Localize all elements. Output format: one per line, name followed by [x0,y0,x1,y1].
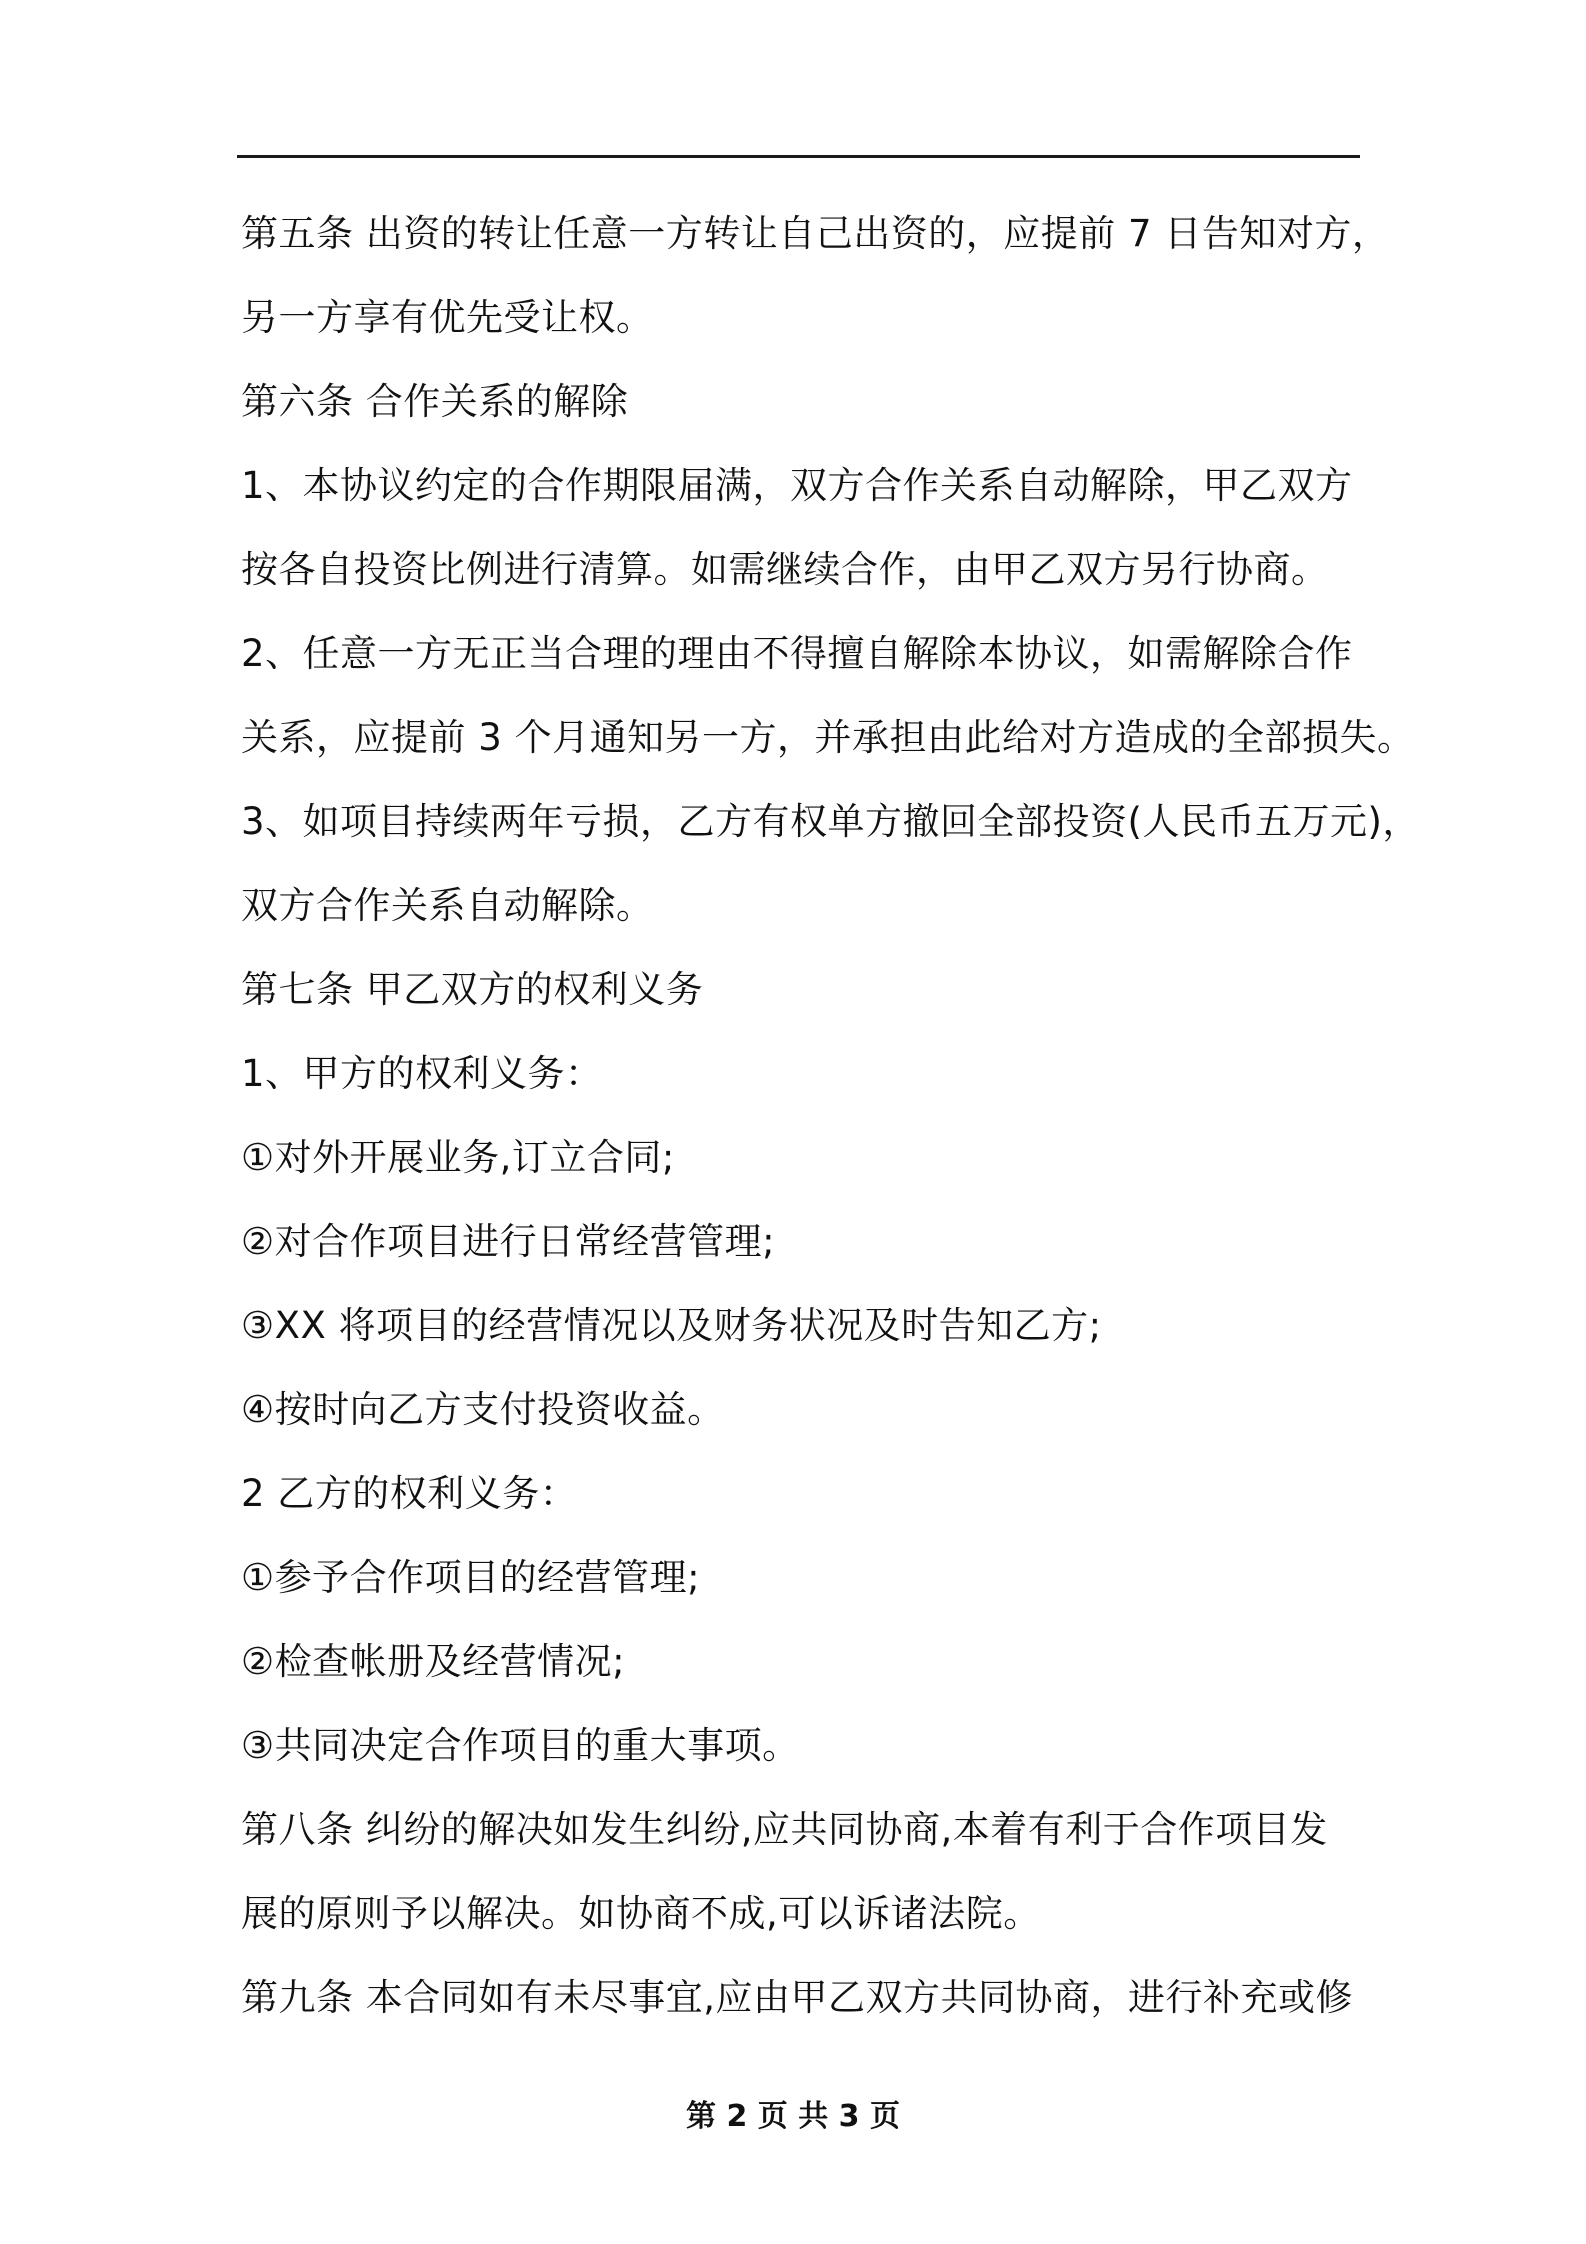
text-line: 展的原则予以解决。如协商不成,可以诉诸法院。 [241,1892,1041,1935]
list-item: ①参予合作项目的经营管理; [241,1556,701,1599]
list-item: ③共同决定合作项目的重大事项。 [241,1724,800,1767]
document-body [241,192,1420,2040]
text-line: 1、本协议约定的合作期限届满，双方合作关系自动解除，甲乙双方 [241,464,1353,507]
list-item: ①对外开展业务,订立合同; [241,1136,675,1179]
text-line: 另一方享有优先受让权。 [241,296,654,339]
section-heading: 第七条 甲乙双方的权利义务 [241,968,704,1011]
text-line: 3、如项目持续两年亏损，乙方有权单方撤回全部投资(人民币五万元)， [241,800,1420,843]
header-rule [237,155,1360,158]
text-line: 第五条 出资的转让任意一方转让自己出资的，应提前 7 日告知对方， [241,212,1390,255]
text-line: 按各自投资比例进行清算。如需继续合作，由甲乙双方另行协商。 [241,548,1329,591]
section-heading: 第六条 合作关系的解除 [241,380,629,423]
page-number-footer: 第 2 页 共 3 页 [686,2099,900,2134]
list-item: ③XX 将项目的经营情况以及财务状况及时告知乙方; [241,1304,1102,1347]
text-line: 第八条 纠纷的解决如发生纠纷,应共同协商,本着有利于合作项目发 [241,1808,1328,1851]
text-line: 1、甲方的权利义务： [241,1052,603,1095]
text-line: 第九条 本合同如有未尽事宜,应由甲乙双方共同协商，进行补充或修 [241,1976,1354,2019]
text-line: 双方合作关系自动解除。 [241,884,654,927]
text-line: 关系，应提前 3 个月通知另一方，并承担由此给对方造成的全部损失。 [241,716,1415,759]
list-item: ②检查帐册及经营情况; [241,1640,626,1683]
list-item: ④按时向乙方支付投资收益。 [241,1388,725,1431]
text-line: 2 乙方的权利义务： [241,1472,578,1515]
list-item: ②对合作项目进行日常经营管理; [241,1220,776,1263]
text-line: 2、任意一方无正当合理的理由不得擅自解除本协议，如需解除合作 [241,632,1353,675]
